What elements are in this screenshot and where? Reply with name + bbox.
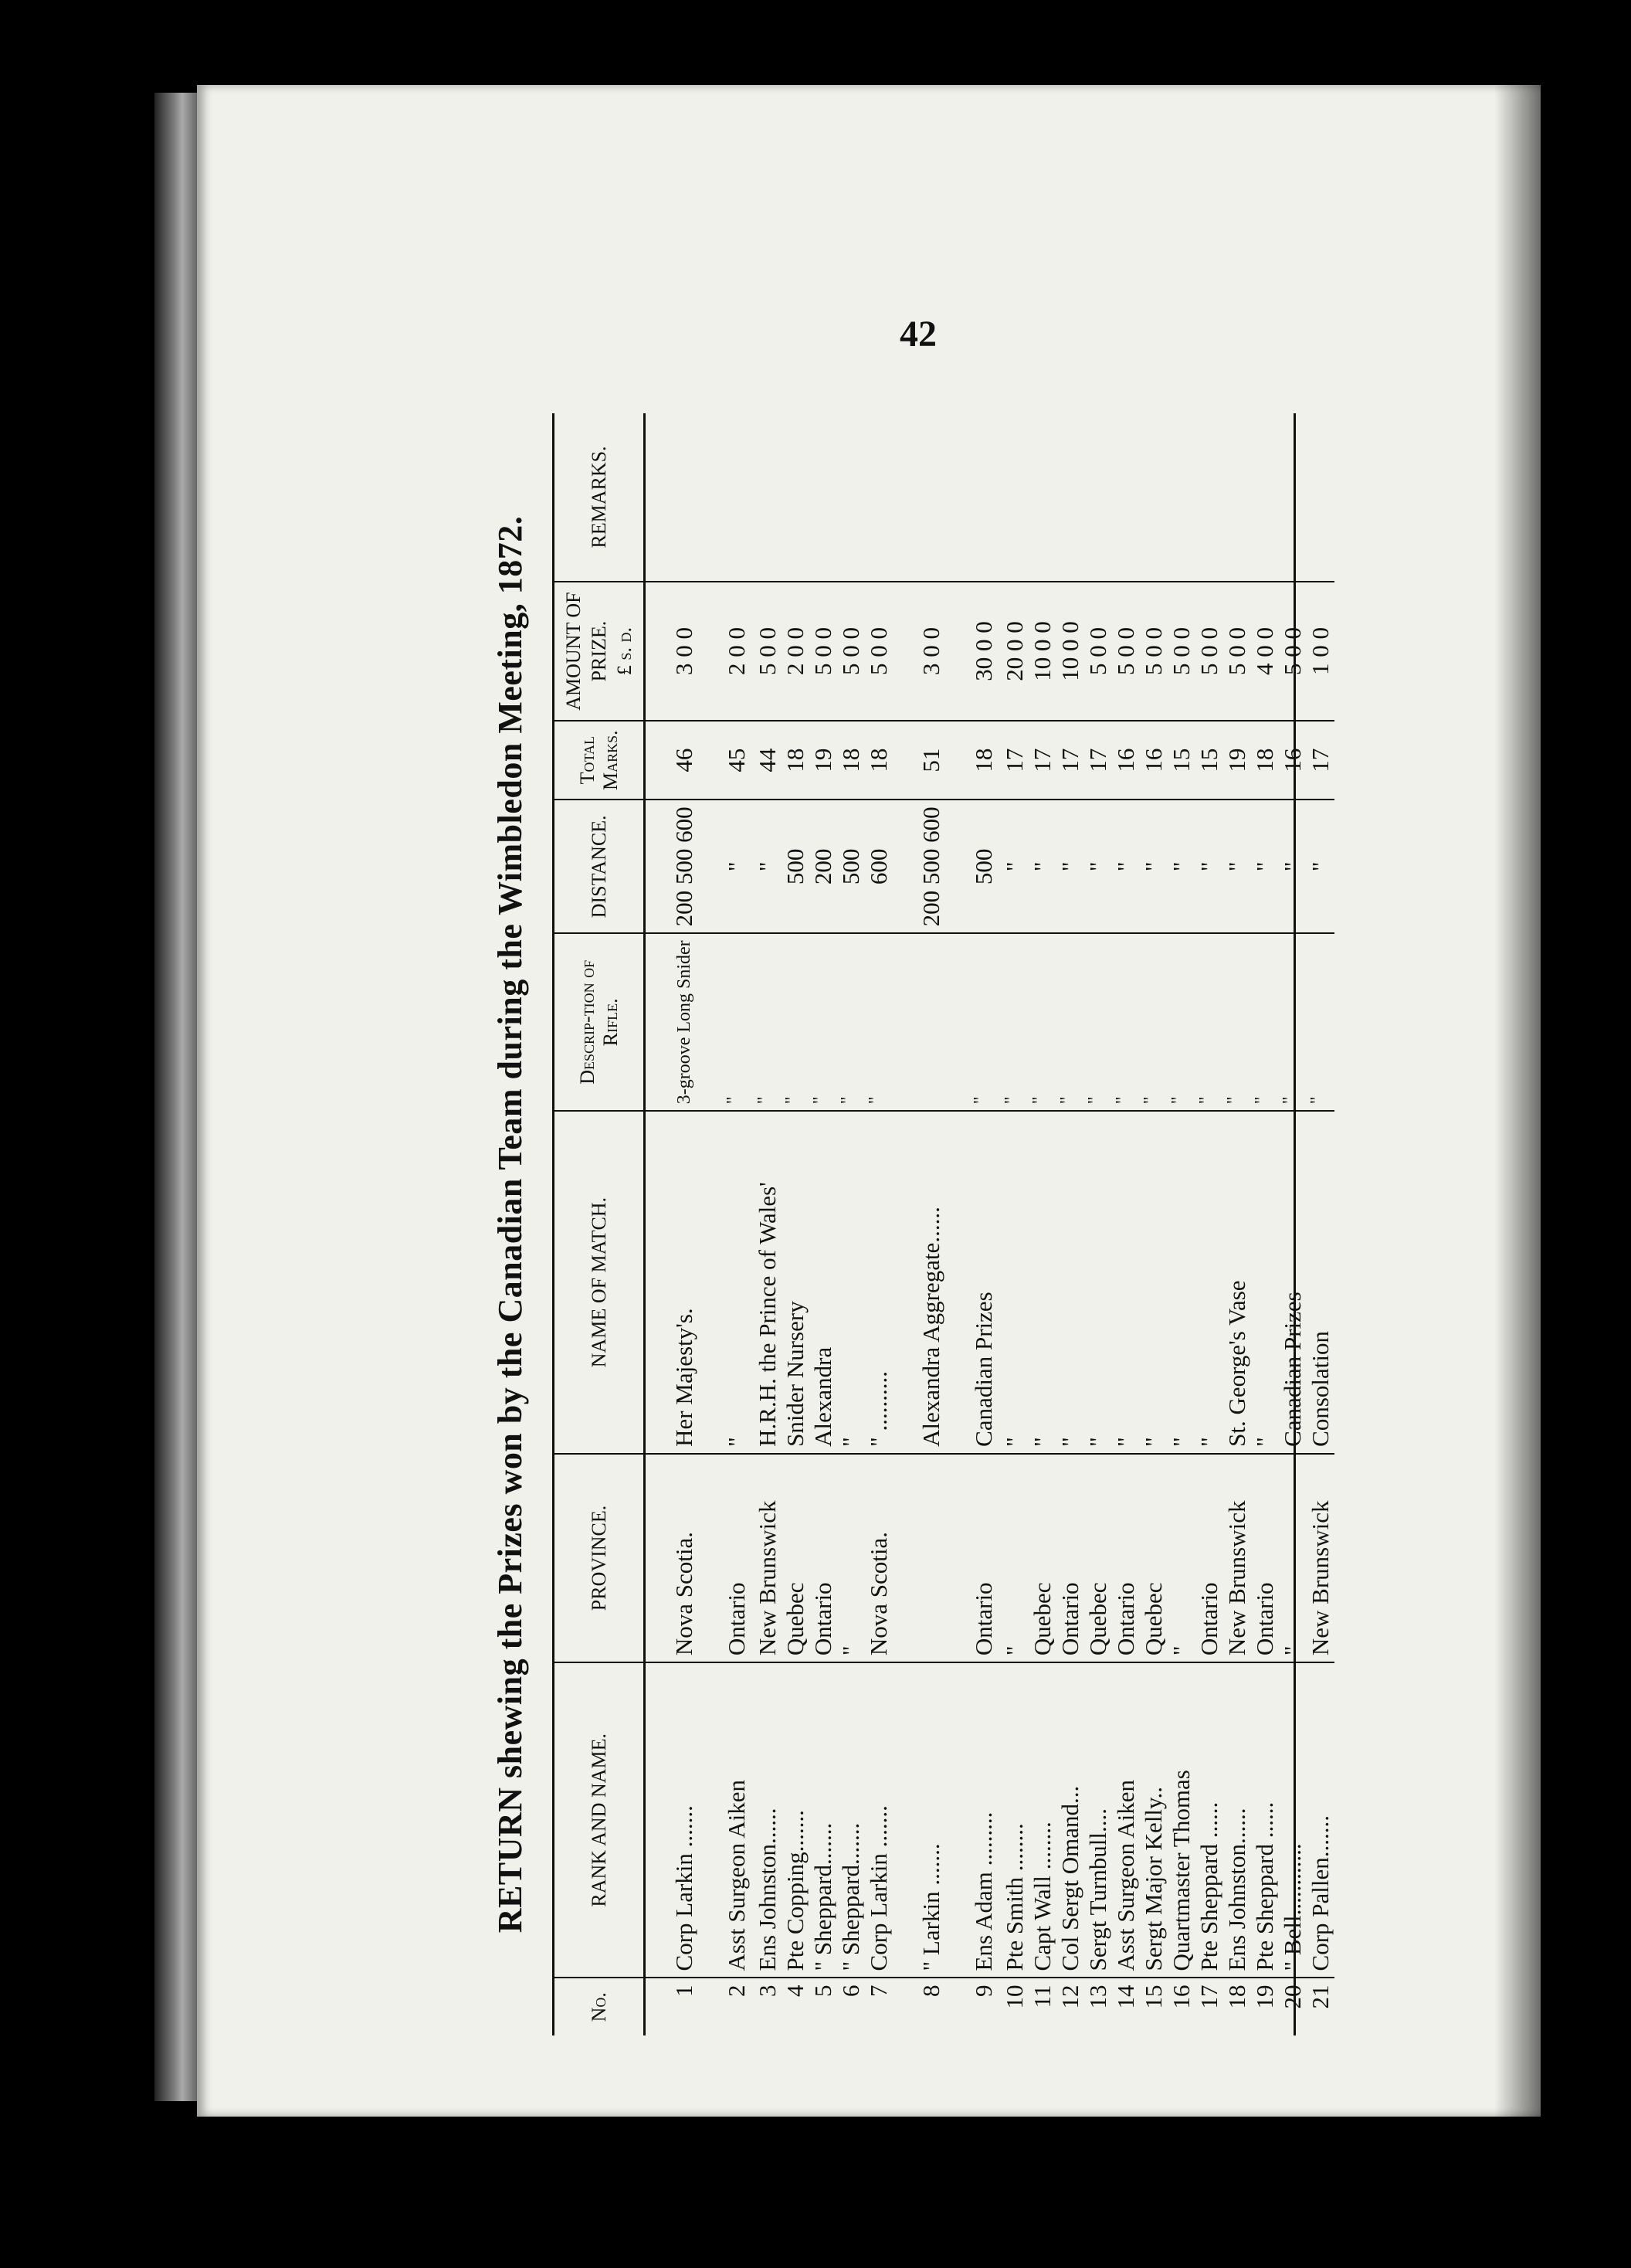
rifle-description-cell: " [1056, 933, 1084, 1111]
row-number-cell: 2 [723, 1984, 750, 1997]
distance-cell: 500 [837, 800, 865, 933]
rank-name-cell: " Sheppard....... [837, 1662, 865, 1978]
table-row [1279, 413, 1307, 2035]
total-marks-cell: 15 [1168, 721, 1195, 800]
province-cell: New Brunswick [1223, 1454, 1251, 1662]
header-province: PROVINCE. [554, 1454, 645, 1662]
row-number-cell: 9 [970, 1984, 997, 1997]
row-number-cell: 4 [782, 1984, 809, 1997]
table-row [1140, 413, 1168, 2035]
prize-amount-cell: 5 0 0 [1084, 582, 1112, 721]
prize-amount-cell: 2 0 0 [782, 582, 809, 721]
header-rank-name: RANK AND NAME. [554, 1662, 645, 1978]
rank-name-cell: Corp Pallen....... [1307, 1662, 1334, 1978]
distance-cell: " [1056, 800, 1084, 933]
rank-name-cell: Pte Sheppard ...... [1251, 1662, 1279, 1978]
row-number-cell: 13 [1084, 1984, 1111, 2009]
rank-name-cell: Ens Johnston...... [754, 1662, 782, 1978]
match-name-cell: St. George's Vase [1223, 1111, 1251, 1454]
row-number-cell: 7 [865, 1984, 892, 1997]
total-marks-cell: 17 [1307, 721, 1334, 800]
rank-name-cell: Sergt Turnbull.... [1084, 1662, 1112, 1978]
prize-amount-cell: 5 0 0 [754, 582, 782, 721]
match-name-cell: Her Majesty's. [645, 1111, 724, 1454]
match-name-cell: " [1056, 1111, 1084, 1454]
province-cell: New Brunswick [1307, 1454, 1334, 1662]
rank-name-cell: Corp Larkin ....... [865, 1662, 893, 1978]
distance-cell: 600 [865, 800, 893, 933]
book-page-edges [154, 93, 201, 2101]
row-number-cell: 12 [1056, 1984, 1083, 2009]
rank-name-cell: Pte Copping....... [782, 1662, 809, 1978]
header-match: NAME OF MATCH. [554, 1111, 645, 1454]
row-number-cell: 21 [1307, 1984, 1334, 2009]
distance-cell: 200 500 600 [893, 800, 970, 933]
distance-cell: " [723, 800, 754, 933]
match-name-cell: " [1168, 1111, 1195, 1454]
rank-name-cell: Asst Surgeon Aiken [1112, 1662, 1140, 1978]
prize-amount-cell: 3 0 0 [893, 582, 970, 721]
distance-cell: " [754, 800, 782, 933]
prize-amount-cell: 5 0 0 [1279, 582, 1307, 721]
table-row [1112, 413, 1140, 2035]
row-number-cell: 10 [1001, 1984, 1028, 2009]
rank-name-cell: " Sheppard....... [809, 1662, 837, 1978]
total-marks-cell: 45 [723, 721, 754, 800]
match-name-cell: Alexandra [809, 1111, 837, 1454]
match-name-cell: Consolation [1307, 1111, 1334, 1454]
total-marks-cell: 51 [893, 721, 970, 800]
prize-amount-cell: 20 0 0 [1001, 582, 1029, 721]
row-number-cell: 15 [1140, 1984, 1167, 2009]
total-marks-cell: 18 [782, 721, 809, 800]
province-cell: " [1279, 1454, 1307, 1662]
table-row [1307, 413, 1334, 2035]
row-number-cell: 16 [1168, 1984, 1195, 2009]
match-name-cell: " [1112, 1111, 1140, 1454]
province-cell: Quebec [1084, 1454, 1112, 1662]
prize-amount-cell: 2 0 0 [723, 582, 754, 721]
remarks-cell [809, 413, 837, 582]
remarks-cell [865, 413, 893, 582]
table-body [645, 413, 1335, 2035]
province-cell: Ontario [1056, 1454, 1084, 1662]
distance-cell: " [1112, 800, 1140, 933]
province-cell: New Brunswick [754, 1454, 782, 1662]
header-distance: DISTANCE. [554, 800, 645, 933]
row-number-cell: 1 [670, 1984, 697, 1997]
rifle-description-cell: " [1307, 933, 1334, 1111]
total-marks-cell: 15 [1195, 721, 1223, 800]
row-number-cell: 5 [809, 1984, 836, 1997]
province-cell: " [1001, 1454, 1029, 1662]
row-number-cell: 14 [1112, 1984, 1139, 2009]
match-name-cell: H.R.H. the Prince of Wales' [754, 1111, 782, 1454]
match-name-cell: Canadian Prizes [1279, 1111, 1307, 1454]
province-cell: Ontario [723, 1454, 754, 1662]
rifle-description-cell: " [837, 933, 865, 1111]
total-marks-cell: 46 [645, 721, 724, 800]
table-row [1223, 413, 1251, 2035]
prize-amount-cell: 4 0 0 [1251, 582, 1279, 721]
prize-amount-cell: 10 0 0 [1029, 582, 1056, 721]
remarks-cell [1084, 413, 1112, 582]
total-marks-cell: 16 [1140, 721, 1168, 800]
row-number-cell: 3 [754, 1984, 781, 1997]
remarks-cell [1251, 413, 1279, 582]
remarks-cell [1001, 413, 1029, 582]
rifle-description-cell: " [1195, 933, 1223, 1111]
row-number-cell: 11 [1029, 1984, 1056, 2008]
row-number-cell: 18 [1223, 1984, 1250, 2009]
table-row [1168, 413, 1195, 2035]
rifle-description-cell: 3-groove Long Snider [645, 933, 724, 1111]
province-cell: Ontario [970, 1454, 1001, 1662]
match-name-cell: " [1029, 1111, 1056, 1454]
prize-amount-cell: 5 0 0 [1195, 582, 1223, 721]
rifle-description-cell: " [1251, 933, 1279, 1111]
rank-name-cell: Asst Surgeon Aiken [723, 1662, 754, 1978]
remarks-cell [1307, 413, 1334, 582]
rank-name-cell: Quartmaster Thomas [1168, 1662, 1195, 1978]
remarks-cell [754, 413, 782, 582]
rifle-description-cell: " [1279, 933, 1307, 1111]
prize-amount-cell: 5 0 0 [865, 582, 893, 721]
total-marks-cell: 18 [1251, 721, 1279, 800]
rifle-description-cell: " [865, 933, 893, 1111]
table-row [893, 413, 970, 2035]
header-no: No. [554, 1978, 645, 2035]
match-name-cell: " [1001, 1111, 1029, 1454]
remarks-cell [1140, 413, 1168, 582]
rank-name-cell: Pte Smith ........ [1001, 1662, 1029, 1978]
table-row [754, 413, 782, 2035]
table-row [1056, 413, 1084, 2035]
rifle-description-cell: " [1001, 933, 1029, 1111]
match-name-cell: " [837, 1111, 865, 1454]
province-cell: Ontario [1112, 1454, 1140, 1662]
remarks-cell [1223, 413, 1251, 582]
total-marks-cell: 18 [865, 721, 893, 800]
province-cell: Quebec [1029, 1454, 1056, 1662]
rifle-description-cell: " [782, 933, 809, 1111]
distance-cell: " [1168, 800, 1195, 933]
rifle-description-cell: " [809, 933, 837, 1111]
rifle-description-cell: " [754, 933, 782, 1111]
rifle-description-cell [893, 933, 970, 1111]
remarks-cell [1056, 413, 1084, 582]
distance-cell: " [1140, 800, 1168, 933]
table-row [970, 413, 1001, 2035]
table-row [723, 413, 754, 2035]
total-marks-cell: 16 [1279, 721, 1307, 800]
distance-cell: " [1279, 800, 1307, 933]
table-row [1029, 413, 1056, 2035]
prize-amount-cell: 10 0 0 [1056, 582, 1084, 721]
remarks-cell [837, 413, 865, 582]
province-cell [893, 1454, 970, 1662]
match-name-cell: " [1195, 1111, 1223, 1454]
rifle-description-cell: " [1084, 933, 1112, 1111]
row-number-cell: 8 [917, 1984, 944, 1997]
distance-cell: " [1223, 800, 1251, 933]
province-cell: Quebec [782, 1454, 809, 1662]
distance-cell: " [1084, 800, 1112, 933]
distance-cell: " [1307, 800, 1334, 933]
distance-cell: " [1001, 800, 1029, 933]
remarks-cell [893, 413, 970, 582]
rank-name-cell: Pte Sheppard ...... [1195, 1662, 1223, 1978]
header-amount-units: £ s. d. [613, 627, 636, 676]
remarks-cell [723, 413, 754, 582]
match-name-cell: " .......... [865, 1111, 893, 1454]
row-number-cell: 20 [1279, 1984, 1306, 2009]
rank-name-cell: Ens Johnston...... [1223, 1662, 1251, 1978]
table-row [1084, 413, 1112, 2035]
prize-amount-cell: 3 0 0 [645, 582, 724, 721]
total-marks-cell: 17 [1029, 721, 1056, 800]
table-row [1251, 413, 1279, 2035]
prize-amount-cell: 5 0 0 [809, 582, 837, 721]
header-remarks: REMARKS. [554, 413, 645, 582]
prizes-table [552, 413, 1334, 2035]
match-name-cell: " [1084, 1111, 1112, 1454]
header-marks: Total Marks. [554, 721, 645, 800]
table-row [837, 413, 865, 2035]
distance-cell: 200 500 600 [645, 800, 724, 933]
rank-name-cell: Col Sergt Omand... [1056, 1662, 1084, 1978]
province-cell: Quebec [1140, 1454, 1168, 1662]
province-cell: Ontario [809, 1454, 837, 1662]
prizes-return-table [490, 413, 1378, 2035]
remarks-cell [970, 413, 1001, 582]
total-marks-cell: 19 [809, 721, 837, 800]
rifle-description-cell: " [1112, 933, 1140, 1111]
rank-name-cell: Capt Wall ........ [1029, 1662, 1056, 1978]
total-marks-cell: 44 [754, 721, 782, 800]
rank-name-cell: Corp Larkin ....... [645, 1662, 724, 1978]
remarks-cell [1112, 413, 1140, 582]
prize-amount-cell: 5 0 0 [1140, 582, 1168, 721]
rifle-description-cell: " [1223, 933, 1251, 1111]
total-marks-cell: 16 [1112, 721, 1140, 800]
prize-amount-cell: 30 0 0 [970, 582, 1001, 721]
header-row [554, 413, 645, 2035]
remarks-cell [1168, 413, 1195, 582]
province-cell: Nova Scotia. [865, 1454, 893, 1662]
table-row [1195, 413, 1223, 2035]
row-number-cell: 19 [1251, 1984, 1278, 2009]
total-marks-cell: 18 [970, 721, 1001, 800]
distance-cell: " [1251, 800, 1279, 933]
province-cell: Ontario [1251, 1454, 1279, 1662]
rifle-description-cell: " [723, 933, 754, 1111]
table-row [782, 413, 809, 2035]
prize-amount-cell: 1 0 0 [1307, 582, 1334, 721]
table-row [865, 413, 893, 2035]
prize-amount-cell: 5 0 0 [837, 582, 865, 721]
rifle-description-cell: " [1029, 933, 1056, 1111]
match-name-cell: Snider Nursery [782, 1111, 809, 1454]
row-number-cell: 17 [1195, 1984, 1222, 2009]
prize-amount-cell: 5 0 0 [1168, 582, 1195, 721]
total-marks-cell: 19 [1223, 721, 1251, 800]
remarks-cell [1279, 413, 1307, 582]
remarks-cell [1029, 413, 1056, 582]
rank-name-cell: Sergt Major Kelly.. [1140, 1662, 1168, 1978]
match-name-cell: " [1251, 1111, 1279, 1454]
table-title: RETURN shewing the Prizes won by the Canadian Team during the Wimbledon Meeting, 1872. [491, 515, 529, 1934]
match-name-cell: " [723, 1111, 754, 1454]
table-row [1001, 413, 1029, 2035]
page-number: 42 [900, 314, 937, 355]
rifle-description-cell: " [1140, 933, 1168, 1111]
rifle-description-cell: " [1168, 933, 1195, 1111]
match-name-cell: " [1140, 1111, 1168, 1454]
distance-cell: " [1195, 800, 1223, 933]
table-bottom-rule [1294, 413, 1296, 2035]
rank-name-cell: " Bell............ [1279, 1662, 1307, 1978]
table-row [645, 413, 724, 2035]
remarks-cell [1195, 413, 1223, 582]
header-amount [554, 582, 645, 721]
table-row [809, 413, 837, 2035]
distance-cell: 500 [970, 800, 1001, 933]
remarks-cell [782, 413, 809, 582]
distance-cell: 500 [782, 800, 809, 933]
total-marks-cell: 18 [837, 721, 865, 800]
province-cell: Ontario [1195, 1454, 1223, 1662]
header-amount-label: AMOUNT OF PRIZE. [562, 592, 610, 711]
header-rifle: Descrip-tion of Rifle. [554, 933, 645, 1111]
province-cell: " [837, 1454, 865, 1662]
prize-amount-cell: 5 0 0 [1112, 582, 1140, 721]
total-marks-cell: 17 [1001, 721, 1029, 800]
prize-amount-cell: 5 0 0 [1223, 582, 1251, 721]
row-number-cell: 6 [837, 1984, 864, 1997]
gutter-shadow [1494, 85, 1541, 2117]
rank-name-cell: " Larkin ....... [893, 1662, 970, 1978]
total-marks-cell: 17 [1084, 721, 1112, 800]
match-name-cell: Alexandra Aggregate...... [893, 1111, 970, 1454]
rifle-description-cell: " [970, 933, 1001, 1111]
province-cell: Nova Scotia. [645, 1454, 724, 1662]
province-cell: " [1168, 1454, 1195, 1662]
rank-name-cell: Ens Adam ......... [970, 1662, 1001, 1978]
remarks-cell [645, 413, 724, 582]
match-name-cell: Canadian Prizes [970, 1111, 1001, 1454]
total-marks-cell: 17 [1056, 721, 1084, 800]
distance-cell: 200 [809, 800, 837, 933]
distance-cell: " [1029, 800, 1056, 933]
